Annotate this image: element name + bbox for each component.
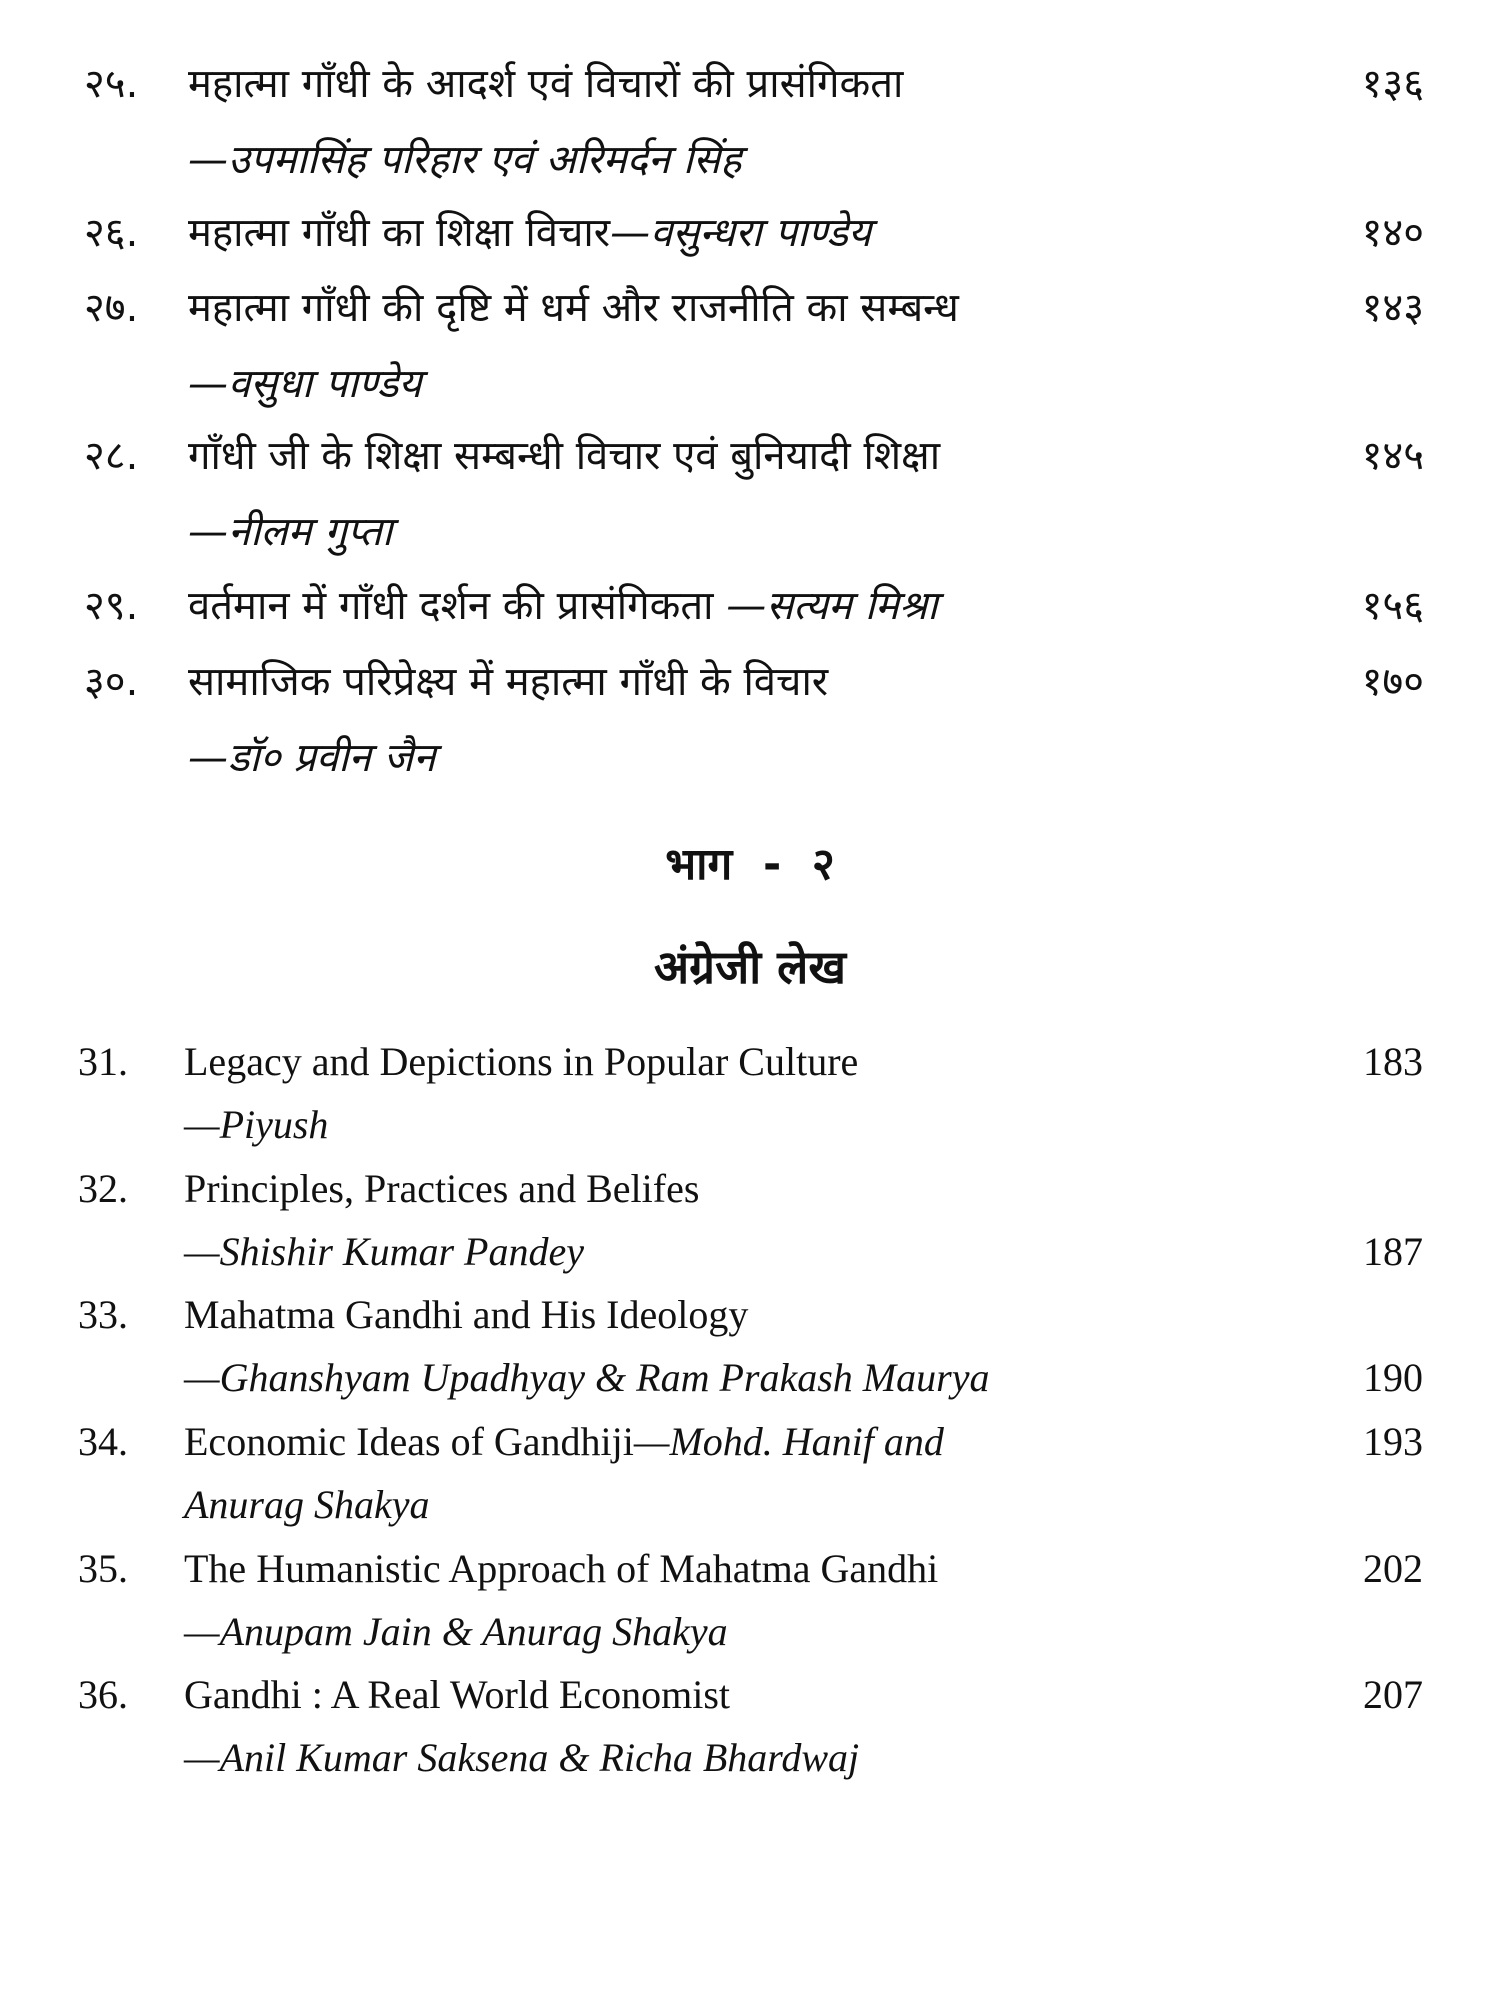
entry-title-line bbox=[188, 568, 1313, 644]
entry-title-line bbox=[184, 1410, 944, 1473]
entry-title: महात्मा गाँधी की दृष्टि में धर्म और राजनीति का सम्बन्ध bbox=[188, 285, 959, 331]
entry-number: 32. bbox=[78, 1166, 128, 1211]
entry-title: महात्मा गाँधी के आदर्श एवं विचारों की प्रासंगिकता bbox=[188, 61, 904, 107]
entry-author: —Piyush bbox=[184, 1102, 329, 1147]
entry-page-number: 187 bbox=[1363, 1229, 1423, 1274]
entry-number: २५. bbox=[84, 61, 139, 107]
entry-title: वर्तमान में गाँधी दर्शन की प्रासंगिकता bbox=[188, 583, 727, 629]
entry-title: सामाजिक परिप्रेक्ष्य में महात्मा गाँधी के विचार bbox=[188, 659, 829, 705]
entry-page-number: १४३ bbox=[1361, 285, 1424, 331]
entry-title: महात्मा गाँधी का शिक्षा विचार bbox=[188, 210, 611, 256]
entry-author: —डॉ० प्रवीन जैन bbox=[188, 735, 436, 781]
entry-page-number: १७० bbox=[1361, 659, 1424, 705]
entry-page-number: 183 bbox=[1363, 1039, 1423, 1084]
entry-page-number: 207 bbox=[1363, 1672, 1423, 1717]
entry-page-number: १४० bbox=[1361, 210, 1424, 256]
entry-number: २७. bbox=[84, 285, 139, 331]
entry-number: 33. bbox=[78, 1292, 128, 1337]
entry-page-number: 190 bbox=[1363, 1355, 1423, 1400]
entry-page-number: 202 bbox=[1363, 1546, 1423, 1591]
entry-page-number: १४५ bbox=[1361, 433, 1424, 479]
entry-author: —Anil Kumar Saksena & Richa Bhardwaj bbox=[184, 1735, 860, 1780]
entry-author: —Anupam Jain & Anurag Shakya bbox=[184, 1609, 728, 1654]
entry-author-continued: Anurag Shakya bbox=[184, 1482, 430, 1527]
entry-number: 34. bbox=[78, 1419, 128, 1464]
entry-author: —सत्यम मिश्रा bbox=[726, 583, 938, 629]
entry-number: ३०. bbox=[84, 659, 139, 705]
entry-page-number: १५६ bbox=[1361, 583, 1424, 629]
entry-author: —Ghanshyam Upadhyay & Ram Prakash Maurya bbox=[184, 1355, 990, 1400]
entry-title: Economic Ideas of Gandhiji bbox=[184, 1419, 634, 1464]
entry-title: The Humanistic Approach of Mahatma Gandhi bbox=[184, 1546, 939, 1591]
entry-title: गाँधी जी के शिक्षा सम्बन्धी विचार एवं बुनियादी शिक्षा bbox=[188, 433, 941, 479]
entry-number: २९. bbox=[84, 583, 139, 629]
entry-title: Gandhi : A Real World Economist bbox=[184, 1672, 730, 1717]
entry-number: 35. bbox=[78, 1546, 128, 1591]
entry-page-number: १३६ bbox=[1361, 61, 1424, 107]
entry-title: Legacy and Depictions in Popular Culture bbox=[184, 1039, 859, 1084]
entry-title: Mahatma Gandhi and His Ideology bbox=[184, 1292, 749, 1337]
entry-number: २६. bbox=[84, 210, 139, 256]
section-heading: अंग्रेजी लेख bbox=[654, 940, 846, 994]
entry-title-line bbox=[188, 195, 1313, 271]
entry-number: 36. bbox=[78, 1672, 128, 1717]
entry-number: २८. bbox=[84, 433, 139, 479]
entry-author: —उपमासिंह परिहार एवं अरिमर्दन सिंह bbox=[188, 137, 742, 183]
entry-page-number: 193 bbox=[1363, 1419, 1423, 1464]
entry-number: 31. bbox=[78, 1039, 128, 1084]
entry-author: —Shishir Kumar Pandey bbox=[184, 1229, 584, 1274]
entry-author: —Mohd. Hanif and bbox=[633, 1419, 944, 1464]
part-label: भाग - २ bbox=[665, 839, 835, 890]
entry-author: —नीलम गुप्ता bbox=[188, 509, 393, 555]
entry-author: —वसुधा पाण्डेय bbox=[188, 361, 422, 407]
entry-title: Principles, Practices and Belifes bbox=[184, 1166, 700, 1211]
entry-author: —वसुन्धरा पाण्डेय bbox=[610, 210, 872, 256]
